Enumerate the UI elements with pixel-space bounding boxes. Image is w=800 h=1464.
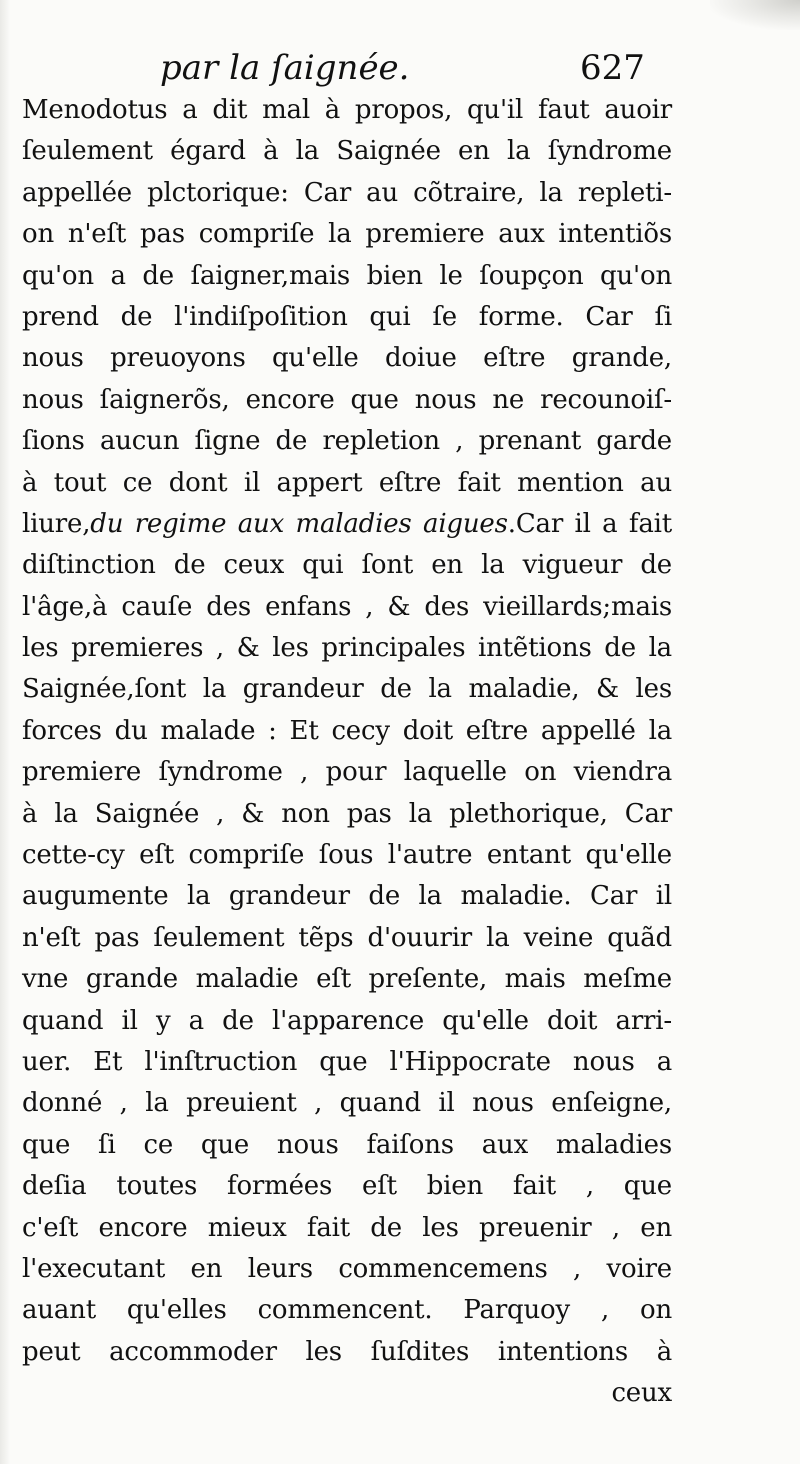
page-header <box>0 40 800 92</box>
text-line <box>22 173 672 214</box>
line-text: à la Saignée , & non pas la plethorique, Car <box>22 798 672 829</box>
line-text: cette-cy eſt compriſe ſous l'autre entant qu'elle <box>22 840 672 871</box>
line-text: auant qu'elles commencent. Parquoy , on <box>22 1295 672 1326</box>
text-line <box>22 1332 672 1373</box>
text-line <box>22 545 672 586</box>
line-text: peut accommoder les ſuſdites intentions à <box>22 1336 672 1367</box>
text-line <box>22 90 672 131</box>
line-text: ſions aucun ſigne de repletion , prenant garde <box>22 426 672 457</box>
text-line <box>22 256 672 297</box>
catchword: ceux <box>611 1378 672 1409</box>
line-text: ſeulement égard à la Saignée en la ſyndrome <box>22 136 672 167</box>
text-line <box>22 959 672 1000</box>
line-text: diſtinction de ceux qui ſont en la vigueur de <box>22 550 672 581</box>
line-text: donné , la preuient , quand il nous enſeigne, <box>22 1088 672 1119</box>
text-line <box>22 1001 672 1042</box>
line-text: n'eſt pas ſeulement tẽps d'ouurir la veine quãd <box>22 922 672 953</box>
text-line <box>22 1208 672 1249</box>
line-text: que ſi ce que nous faiſons aux maladies <box>22 1129 672 1160</box>
line-text: les premieres , & les principales intẽtions de la <box>22 633 672 664</box>
line-text: c'eſt encore mieux fait de les preuenir , en <box>22 1212 672 1243</box>
line-text: on n'eſt pas compriſe la premiere aux intentiõs <box>22 219 672 250</box>
text-line <box>22 587 672 628</box>
text-line <box>22 421 672 462</box>
line-text: nous ſaignerõs, encore que nous ne recounoiſ- <box>22 384 672 415</box>
page-number: 627 <box>580 48 645 88</box>
line-text: Menodotus a dit mal à propos, qu'il faut auoir <box>22 95 672 125</box>
line-text: quand il y a de l'apparence qu'elle doit arri- <box>22 1005 672 1036</box>
text-line <box>22 918 672 959</box>
line-text: .Car il a fait <box>507 508 673 539</box>
text-line <box>22 711 672 752</box>
italic-title-text: du regime aux maladies aigues <box>90 508 508 539</box>
line-text: liure, <box>22 508 91 539</box>
text-line <box>22 1125 672 1166</box>
text-line <box>22 876 672 917</box>
line-text: deſia toutes formées eſt bien fait , que <box>22 1171 672 1202</box>
line-text: nous preuoyons qu'elle doiue eſtre grande, <box>22 343 672 374</box>
text-line <box>22 463 672 504</box>
running-head: par la ſaignée. <box>160 48 410 88</box>
line-text: à tout ce dont il appert eſtre fait mention au <box>22 467 672 498</box>
text-line <box>22 504 672 545</box>
page-corner-shadow <box>710 0 800 30</box>
text-line <box>22 380 672 421</box>
line-text: premiere ſyndrome , pour laquelle on viendra <box>22 757 672 788</box>
body-text <box>22 90 672 1415</box>
line-text: uer. Et l'inſtruction que l'Hippocrate nous a <box>22 1046 672 1077</box>
text-line <box>22 297 672 338</box>
line-text: augumente la grandeur de la maladie. Car il <box>22 881 672 912</box>
line-text: appellée plctorique: Car au cõtraire, la repleti- <box>22 177 672 208</box>
line-text: prend de l'indiſpoſition qui ſe forme. Car ſi <box>22 301 672 332</box>
text-line <box>22 1249 672 1290</box>
text-line <box>22 338 672 379</box>
line-text: l'executant en leurs commencemens , voire <box>22 1253 672 1284</box>
text-line <box>22 835 672 876</box>
page-gutter-shadow <box>0 0 10 1464</box>
text-line <box>22 1083 672 1124</box>
line-text: Saignée,ſont la grandeur de la maladie, & les <box>22 674 672 705</box>
text-line <box>22 1166 672 1207</box>
text-line <box>22 669 672 710</box>
text-line <box>22 131 672 172</box>
line-text: vne grande maladie eſt preſente, mais meſme <box>22 964 672 995</box>
text-line <box>22 214 672 255</box>
line-text: forces du malade : Et cecy doit eſtre appellé la <box>22 715 672 746</box>
text-line <box>22 752 672 793</box>
line-text: l'âge,à cauſe des enfans , & des vieillards;mais <box>22 591 672 622</box>
line-text: qu'on a de ſaigner,mais bien le ſoupçon qu'on <box>22 260 672 291</box>
text-line <box>22 1290 672 1331</box>
text-line <box>22 794 672 835</box>
text-line <box>22 628 672 669</box>
text-line <box>22 1042 672 1083</box>
